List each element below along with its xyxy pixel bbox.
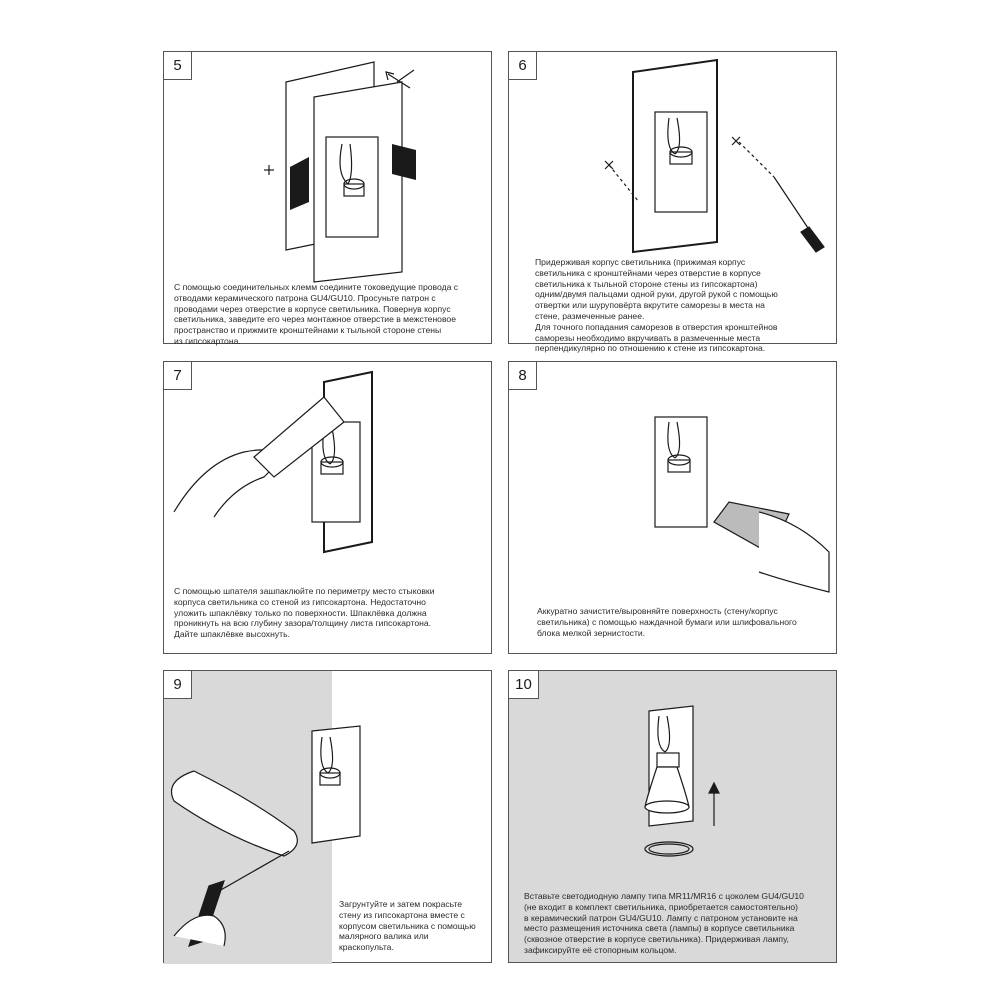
step-number: 5 bbox=[164, 52, 192, 80]
step-8-caption: Аккуратно зачистите/выровняйте поверхность (стену/корпус светильника) с помощью наждачной бумаги или шлифовального блока мелкой зернистости. bbox=[537, 606, 797, 638]
step-number: 6 bbox=[509, 52, 537, 80]
step-number: 9 bbox=[164, 671, 192, 699]
step-9-panel bbox=[163, 670, 492, 963]
step-6-caption: Придерживая корпус светильника (прижимая корпус светильника с кронштейнами через отверстие в корпусе светильника к тыльной стороне стены из гипсокартона) одним/двумя пальцами одной руки, другой рукой с помощью отвертки или шуруповёрта вкрутите саморезы в места на стене, размеченные ранее. Для точного попадания саморезов в отверстия кронштейнов саморезы необходимо вкручивать в размеченные места перпендикулярно по отношению к стене из гипсокартона. bbox=[535, 257, 778, 354]
step-number: 10 bbox=[509, 671, 539, 699]
step-7-caption: С помощью шпателя зашпаклюйте по периметру место стыковки корпуса светильника со стеной из гипсокартона. Недостаточно уложить шпаклёвку только по поверхности. Шпаклёвка должна проникнуть на всю глубину зазора/толщину листа гипсокартона. Дайте шпаклёвке высохнуть. bbox=[174, 586, 435, 640]
step-9-caption: Загрунтуйте и затем покрасьте стену из гипсокартона вместе с корпусом светильника с помощью малярного валика или краскопульта. bbox=[339, 899, 476, 953]
step-number: 8 bbox=[509, 362, 537, 390]
step-7-panel bbox=[163, 361, 492, 654]
step-8-panel bbox=[508, 361, 837, 654]
step-5-caption: С помощью соединительных клемм соедините токоведущие провода с отводами керамического патрона GU4/GU10. Просуньте патрон с проводами через отверстие в корпусе светильника. Повернув корпус светильника, заведите его через монтажное отверстие в межстеновое пространство и прижмите кронштейнами к тыльной стороне стены из гипсокартона. bbox=[174, 282, 459, 346]
step-10-panel bbox=[508, 670, 837, 963]
step-5-panel bbox=[163, 51, 492, 344]
step-10-caption: Вставьте светодиодную лампу типа MR11/MR16 с цоколем GU4/GU10 (не входит в комплект светильника, приобретается самостоятельно) в керамический патрон GU4/GU10. Лампу с патроном установите на место размещения источника света (лампы) в корпусе светильника (сквозное отверстие в корпусе светильника). Придерживая лампу, зафиксируйте её стопорным кольцом. bbox=[524, 891, 804, 955]
step-number: 7 bbox=[164, 362, 192, 390]
step-6-panel bbox=[508, 51, 837, 354]
